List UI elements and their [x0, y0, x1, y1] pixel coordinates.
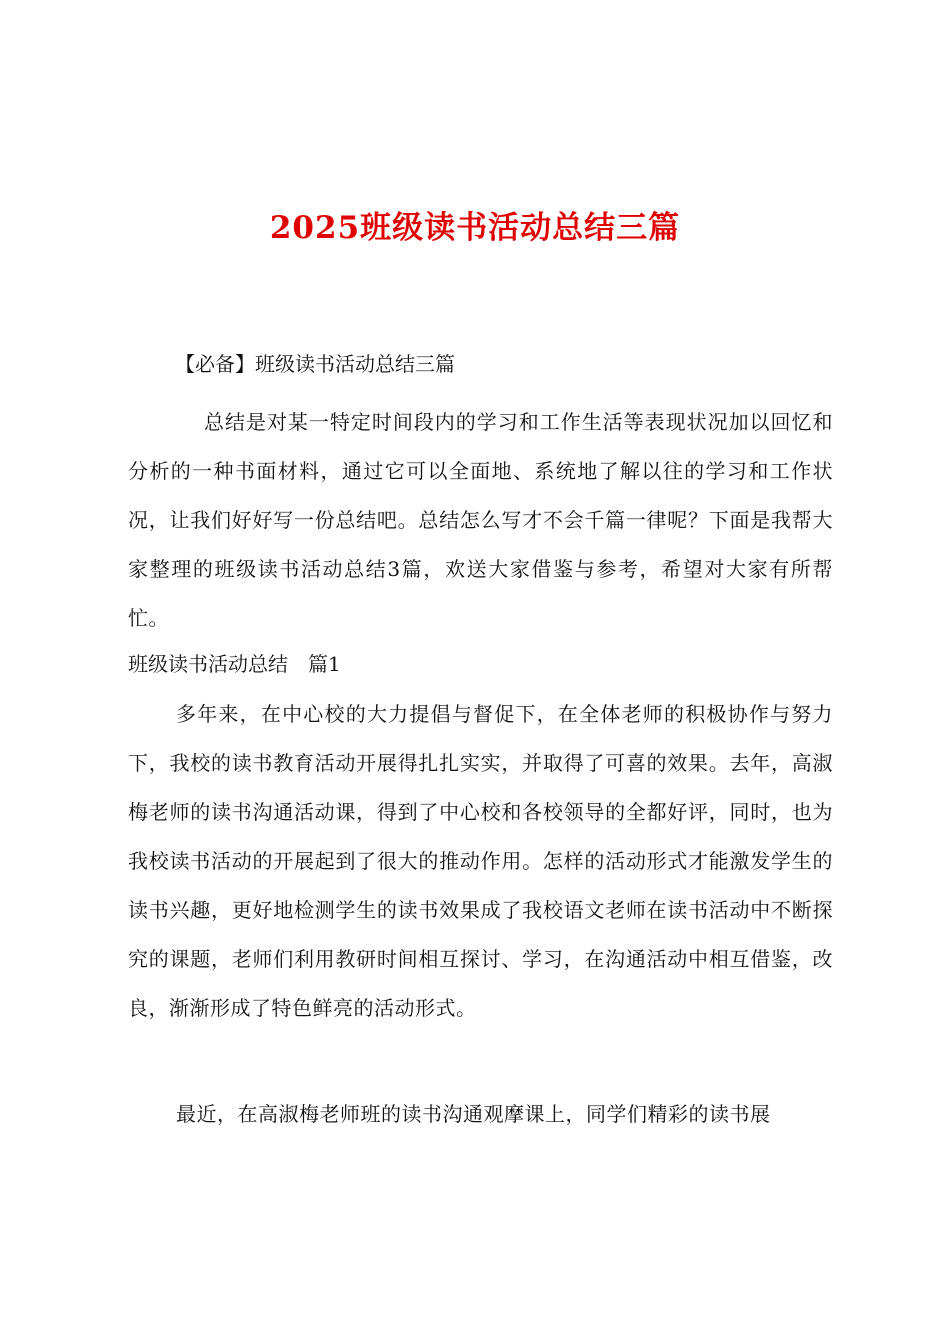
intro-paragraph: 总结是对某一特定时间段内的学习和工作生活等表现状况加以回忆和分析的一种书面材料，通过它可以全面地、系统地了解以往的学习和工作状况，让我们好好写一份总结吧。总结怎么写才不会千篇一律呢？下面是我帮大家整理的班级读书活动总结3篇，欢送大家借鉴与参考，希望对大家有所帮忙。 — [128, 410, 833, 630]
document-title: 2025班级读书活动总结三篇 — [269, 210, 681, 246]
section-heading: 班级读书活动总结 篇1 — [128, 652, 341, 676]
document-subtitle: 【必备】班级读书活动总结三篇 — [175, 352, 455, 376]
body-paragraph: 最近，在高淑梅老师班的读书沟通观摩课上，同学们精彩的读书展 — [176, 1102, 771, 1126]
body-paragraph: 多年来，在中心校的大力提倡与督促下，在全体老师的积极协作与努力下，我校的读书教育活动开展得扎扎实实，并取得了可喜的效果。去年，高淑梅老师的读书沟通活动课，得到了中心校和各校领导的全都好评，同时，也为我校读书活动的开展起到了很大的推动作用。怎样的活动形式才能激发学生的读书兴趣，更好地检测学生的读书效果成了我校语文老师在读书活动中不断探究的课题，老师们利用教研时间相互探讨、学习，在沟通活动中相互借鉴，改良，渐渐形成了特色鲜亮的活动形式。 — [128, 702, 833, 1020]
